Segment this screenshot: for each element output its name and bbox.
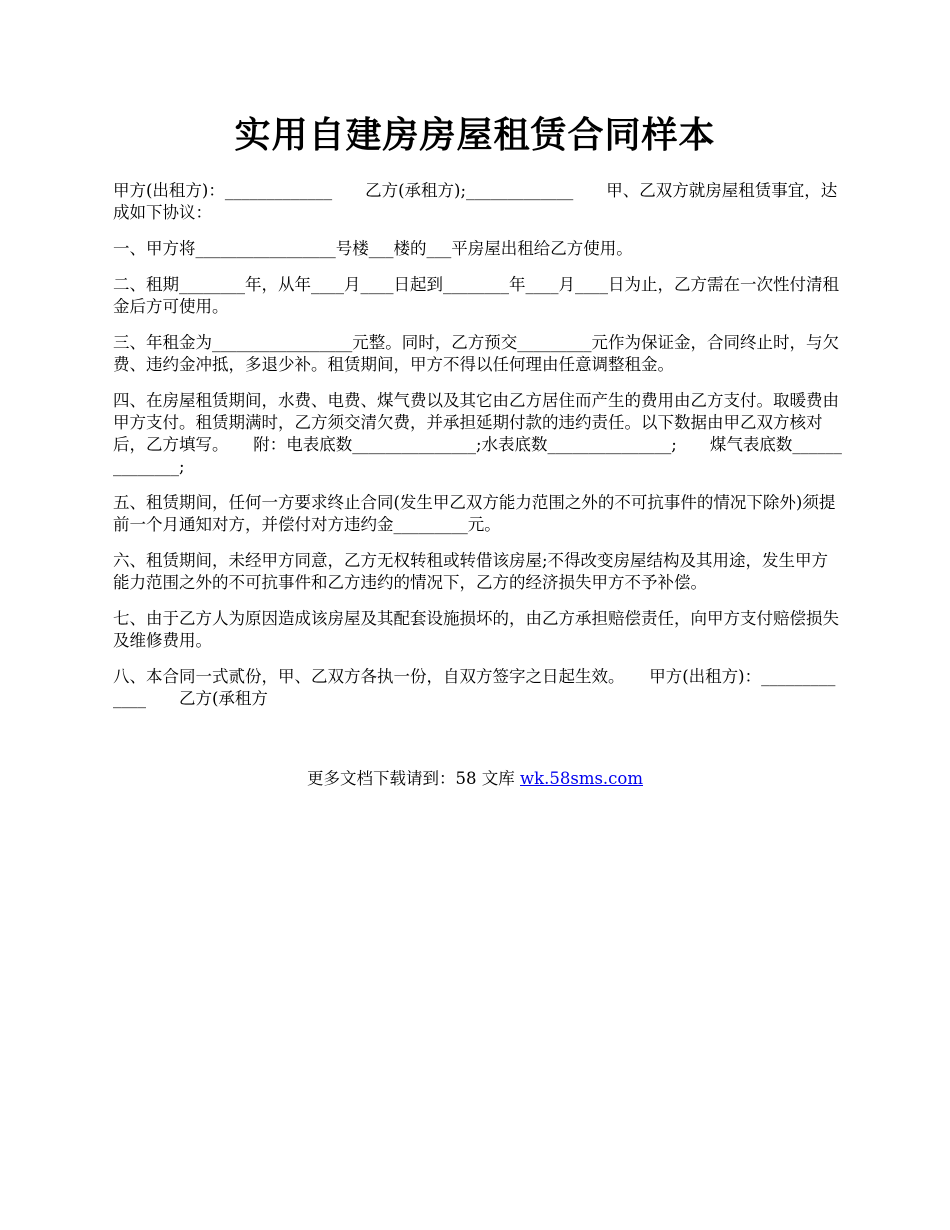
paragraph-clause-3: 三、年租金为_________________元整。同时，乙方预交_________元作为保证金，合同终止时，与欠费、违约金冲抵，多退少补。租赁期间，甲方不得以任何理由任意调整租金。 [113, 333, 839, 374]
paragraph-clause-5: 五、租赁期间，任何一方要求终止合同(发生甲乙双方能力范围之外的不可抗事件的情况下除外)须提前一个月通知对方，并偿付对方违约金_________元。 [113, 493, 836, 534]
paragraph-clause-1: 一、甲方将_________________号楼___楼的___平房屋出租给乙方使用。 [113, 239, 633, 258]
footer [0, 768, 950, 790]
paragraph-clause-2: 二、租期________年，从年____月____日起到________年____月____日为止，乙方需在一次性付清租金后方可使用。 [113, 275, 839, 316]
paragraph-clause-6: 六、租赁期间，未经甲方同意，乙方无权转租或转借该房屋;不得改变房屋结构及其用途，发生甲方能力范围之外的不可抗事件和乙方违约的情况下，乙方的经济损失甲方不予补偿。 [113, 551, 829, 592]
paragraph-parties: 甲方(出租方)：_____________ 乙方(承租方);_____________ 甲、乙双方就房屋租赁事宜，达成如下协议： [113, 181, 838, 222]
paragraph-clause-4: 四、在房屋租赁期间，水费、电费、煤气费以及其它由乙方居住而产生的费用由乙方支付。取暖费由甲方支付。租赁期满时，乙方须交清欠费，并承担延期付款的违约责任。以下数据由甲乙双方核对后，乙方填写。 附：电表底数_______________;水表底数_______________; 煤气表底数______________; [113, 391, 842, 476]
footer-text: 更多文档下载请到：58 文库 [306, 769, 520, 788]
footer-link[interactable]: wk.58sms.com [519, 769, 643, 788]
document-title: 实用自建房房屋租赁合同样本 [234, 115, 716, 156]
paragraph-clause-7: 七、由于乙方人为原因造成该房屋及其配套设施损坏的，由乙方承担赔偿责任，向甲方支付赔偿损失及维修费用。 [113, 609, 839, 650]
paragraph-clause-8: 八、本合同一式贰份，甲、乙双方各执一份，自双方签字之日起生效。 甲方(出租方)：_____________ 乙方(承租方 [113, 667, 836, 708]
document-body [113, 180, 843, 724]
